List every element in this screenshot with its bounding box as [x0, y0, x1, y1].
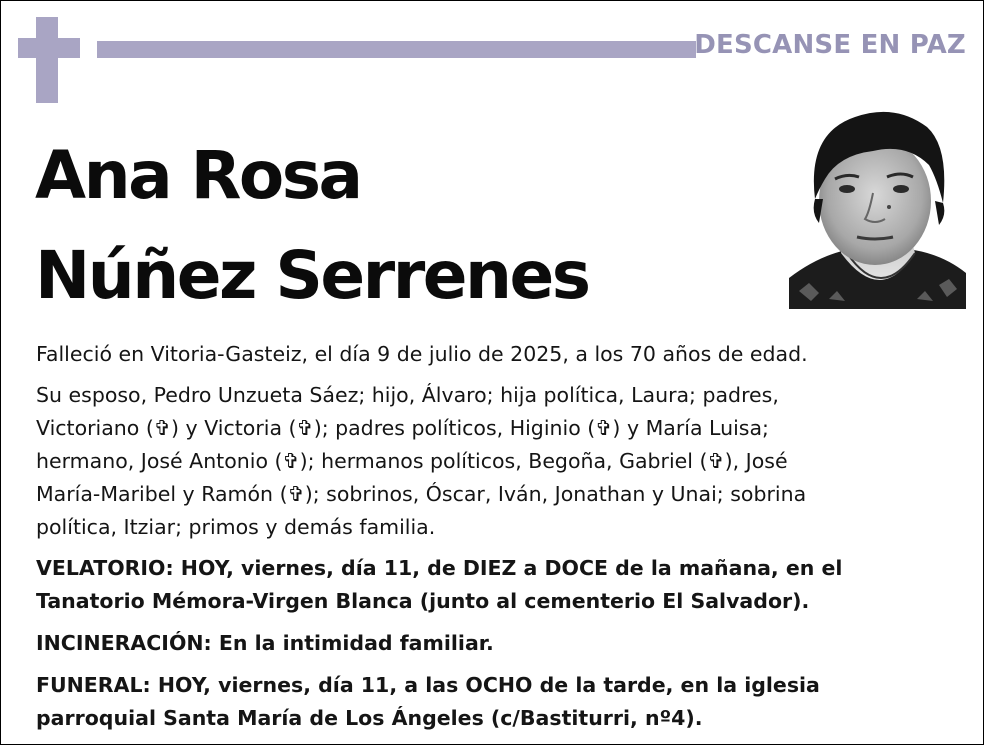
- deceased-name: [35, 126, 589, 326]
- wake-info: [36, 552, 966, 618]
- portrait-photo: [789, 103, 966, 309]
- notice-body: [36, 338, 966, 744]
- wake-line-2: Tanatorio Mémora-Virgen Blanca (junto al cementerio El Salvador).: [36, 589, 810, 613]
- funeral-info: [36, 669, 966, 735]
- cremation-info: INCINERACIÓN: En la intimidad familiar.: [36, 631, 494, 655]
- family-list: [36, 379, 966, 544]
- header-rule: [97, 41, 696, 58]
- name-line-2: Núñez Serrenes: [35, 237, 589, 314]
- name-line-1: Ana Rosa: [35, 137, 361, 214]
- funeral-line-1: FUNERAL: HOY, viernes, día 11, a las OCHO de la tarde, en la iglesia: [36, 673, 820, 697]
- family-line-5: política, Itziar; primos y demás familia.: [36, 515, 436, 539]
- funeral-line-2: parroquial Santa María de Los Ángeles (c/Bastiturri, nº4).: [36, 706, 703, 730]
- family-line-3: hermano, José Antonio (✞); hermanos políticos, Begoña, Gabriel (✞), José: [36, 449, 788, 473]
- family-line-4: María-Maribel y Ramón (✞); sobrinos, Óscar, Iván, Jonathan y Unai; sobrina: [36, 482, 807, 506]
- family-line-2: Victoriano (✞) y Victoria (✞); padres políticos, Higinio (✞) y María Luisa;: [36, 416, 769, 440]
- death-announcement: Falleció en Vitoria-Gasteiz, el día 9 de julio de 2025, a los 70 años de edad.: [36, 342, 808, 366]
- header-label: DESCANSE EN PAZ: [694, 30, 966, 60]
- cross-icon: [18, 17, 80, 103]
- wake-line-1: VELATORIO: HOY, viernes, día 11, de DIEZ a DOCE de la mañana, en el: [36, 556, 843, 580]
- family-line-1: Su esposo, Pedro Unzueta Sáez; hijo, Álvaro; hija política, Laura; padres,: [36, 383, 779, 407]
